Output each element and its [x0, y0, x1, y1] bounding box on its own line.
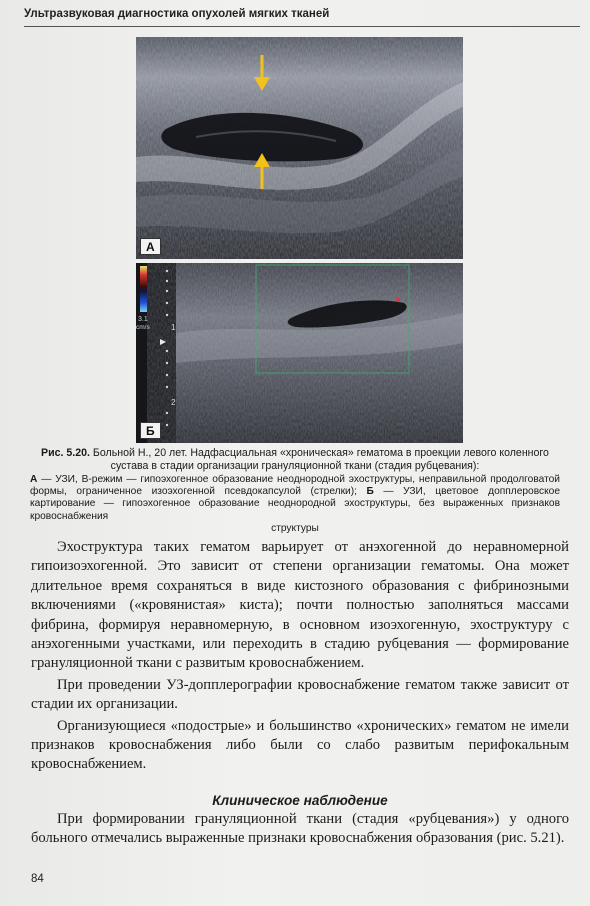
ultrasound-image-b: [136, 263, 463, 443]
ultrasound-image-a: [136, 37, 463, 259]
ultrasound-b-drawing: [136, 263, 463, 443]
caption-label-a: А: [30, 474, 38, 485]
body-text: [31, 538, 569, 775]
paragraph: При проведении УЗ-допплерографии кровоснабжение гематом также зависит от стадии их организации.: [31, 676, 569, 713]
ultrasound-a-drawing: [136, 37, 463, 259]
paragraph: Эхоструктура таких гематом варьирует от анэхогенной до неравномерной гипоизоэхогенной. Это зависит от степени организации гематомы. Она может длительное время сохраняться в виде кистозного образования с фибринозными включениями («кровянистая» киста); почти полностью заполняться массами фибрина, формируя неравномерную, в основном изоэхогенную, эхоструктуру с анэхогенными участками, или переходить в стадию рубцевания — формирование грануляционной ткани с развитым кровоснабжением.: [31, 539, 569, 672]
header-rule: [24, 26, 580, 27]
panel-label-b: Б: [140, 422, 161, 439]
caption-text-last: структуры: [271, 522, 319, 534]
caption-title: [30, 447, 560, 473]
caption-body: [30, 474, 560, 535]
running-head: Ультразвуковая диагностика опухолей мягких тканей: [24, 8, 330, 20]
paragraph: При формировании грануляционной ткани (стадия «рубцевания») у одного больного отмечались выраженные признаки кровоснабжения образования (рис. 5.21).: [31, 811, 569, 847]
caption-label-b: Б: [366, 486, 374, 498]
caption-text-b: — УЗИ, цветовое допплеровское картирование — гипоэхогенное образование неоднородной эхоструктуры, без выраженных признаков кровоснабжения: [30, 486, 561, 522]
doppler-scale-unit: cm/s: [136, 324, 150, 331]
body-text-2: [31, 810, 569, 849]
section-subheading: Клиническое наблюдение: [212, 793, 388, 808]
figure-caption: [30, 447, 560, 535]
panel-label-a: А: [140, 238, 161, 255]
doppler-scale-value: 3.1: [138, 316, 148, 323]
depth-mark-1: 1: [171, 323, 176, 332]
depth-mark-2: 2: [171, 398, 176, 407]
caption-title-text: Больной Н., 20 лет. Надфасциальная «хроническая» гематома в проекции левого коленного сустава в стадии организации грануляционной ткани (стадия рубцевания):: [89, 447, 549, 472]
caption-text-a: — УЗИ, В-режим — гипоэхогенное образование неоднородной эхоструктуры, неправильной продолговатой формы, ограниченное изоэхогенной псевдокапсулой (стрелки);: [30, 474, 560, 498]
page-number: 84: [31, 873, 44, 885]
figure-number: Рис. 5.20.: [41, 447, 90, 459]
paragraph: Организующиеся «подострые» и большинство «хронических» гематом не имели признаков кровоснабжения либо были со слабо развитым перифокальным кровоснабжением.: [31, 717, 569, 773]
